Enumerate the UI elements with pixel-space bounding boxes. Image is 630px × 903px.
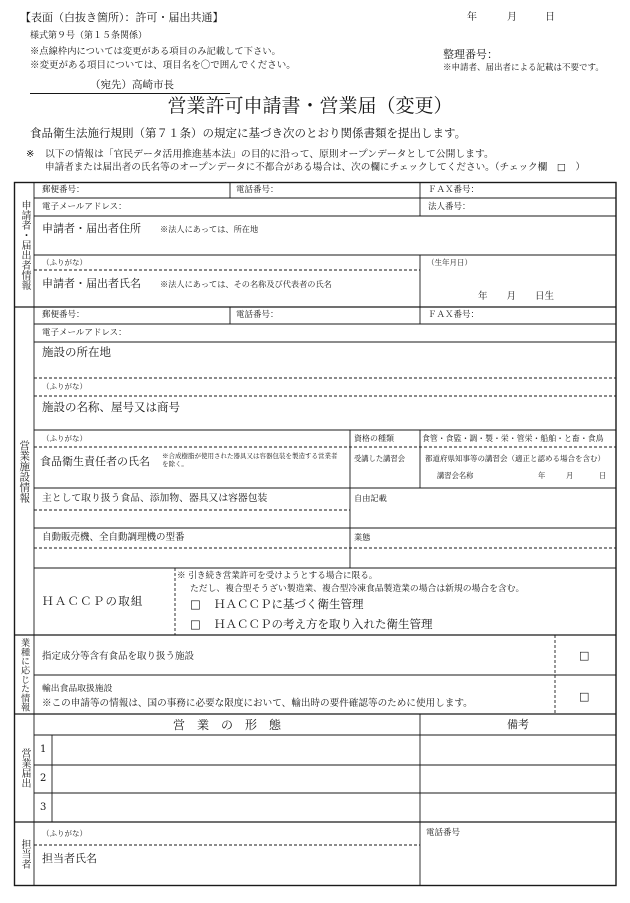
- qualification-options: 食管・食監・調・製・栄・管栄・船舶・と畜・食鳥: [422, 434, 604, 443]
- contact-section-title: 担当者: [19, 839, 30, 869]
- course-day-label: 日: [599, 471, 607, 480]
- facility-fax-label: ＦＡＸ番号：: [428, 310, 480, 320]
- opt-out-checkbox[interactable]: □: [556, 162, 566, 173]
- export-facility-check-cell: [555, 675, 616, 714]
- facility-phone-label: 電話番号：: [236, 310, 279, 320]
- haccp-based-checkbox[interactable]: □: [190, 597, 201, 611]
- main-items-field[interactable]: [34, 488, 350, 528]
- contact-phone-label: 電話番号: [426, 828, 461, 838]
- export-facility-row: [34, 675, 555, 714]
- haccp-note-2: ただし、複合型そうざい製造業、複合型冷凍食品製造業の場合は新規の場合を含む。: [190, 584, 525, 594]
- facility-furigana-field[interactable]: [34, 378, 616, 396]
- export-facility-checkbox[interactable]: □: [579, 690, 590, 703]
- course-month-label: 月: [566, 471, 574, 480]
- notification-row-number: [34, 793, 52, 822]
- designated-ingredient-checkbox[interactable]: □: [579, 649, 590, 662]
- applicant-postal-code-label: 郵便番号：: [42, 185, 85, 195]
- row-number-label: 2: [40, 773, 47, 784]
- contact-furigana-field[interactable]: [34, 822, 420, 845]
- open-data-note: 以下の情報は「官民データ活用推進基本法」の目的に沿って、原則オープンデータとして公開します。: [45, 149, 494, 160]
- remarks-header-label: 備考: [507, 718, 529, 731]
- applicant-postal-code-field[interactable]: [34, 182, 230, 198]
- manager-name-field[interactable]: [34, 447, 350, 488]
- page-title: 営業許可申請書・営業届（変更）: [167, 95, 453, 117]
- applicant-address-label: 申請者・届出者住所: [42, 222, 141, 235]
- business-style-label: 業態: [354, 532, 371, 542]
- business-mode-header: [34, 714, 420, 735]
- course-label: 受講した講習会: [354, 454, 406, 463]
- business-mode-field[interactable]: [52, 765, 420, 793]
- facility-postal-code-field[interactable]: [34, 307, 230, 324]
- export-facility-label: 輸出食品取扱施設: [42, 684, 113, 694]
- applicant-name-label: 申請者・届出者氏名: [42, 277, 141, 290]
- row-number-label: 3: [40, 802, 47, 813]
- facility-furigana-label: （ふりがな）: [42, 382, 87, 391]
- applicant-phone-field[interactable]: [230, 182, 420, 198]
- designated-ingredient-label: 指定成分等含有食品を取り扱う施設: [42, 651, 195, 662]
- dotted-frame-note: ※点線枠内については変更がある項目のみ記載して下さい。: [30, 46, 281, 57]
- facility-name-field[interactable]: [34, 396, 616, 430]
- export-facility-note: ※この申請等の情報は、国の事務に必要な限度において、輸出時の要件確認等のために使用します。: [42, 698, 473, 709]
- facility-section-title: 営業施設情報: [18, 439, 31, 503]
- facility-name-label: 施設の名称、屋号又は商号: [42, 400, 180, 414]
- contact-name-field[interactable]: [34, 845, 420, 886]
- circle-item-note: ※変更がある項目については、項目名を〇で囲んでください。: [30, 60, 296, 71]
- haccp-based-label: ＨＡＣＣＰに基づく衛生管理: [214, 597, 364, 611]
- designated-ingredient-row: [34, 635, 555, 675]
- reference-number-note: ※申請者、届出者による記載は不要です。: [443, 63, 604, 73]
- machine-model-label: 自動販売機、全自動調理機の型番: [42, 532, 185, 543]
- notification-section-label: [14, 714, 34, 822]
- notification-row-number: [34, 735, 52, 765]
- applicant-phone-label: 電話番号：: [236, 185, 279, 195]
- industry-section-title: 業種に応じた情報: [18, 637, 30, 712]
- manager-name-label: 食品衛生責任者の氏名: [40, 455, 150, 468]
- applicant-furigana-field[interactable]: [34, 255, 420, 270]
- course-name-label: 講習会名称: [437, 471, 474, 480]
- business-mode-field[interactable]: [52, 793, 420, 822]
- applicant-section-label: [14, 182, 34, 307]
- haccp-approach-checkbox[interactable]: □: [190, 617, 201, 631]
- contact-phone-field[interactable]: [420, 822, 616, 886]
- qualification-options-field[interactable]: [420, 430, 616, 447]
- applicant-email-field[interactable]: [34, 198, 420, 216]
- course-label-cell: [350, 447, 420, 488]
- opt-out-text: 申請者または届出者の氏名等のオープンデータに不都合がある場合は、次の欄にチェックしてください。（チェック欄: [45, 162, 557, 173]
- course-type: 都道府県知事等の講習会（適正と認める場合を含む）: [425, 454, 605, 463]
- manager-furigana-field[interactable]: [34, 430, 350, 447]
- date-day-label: 日: [545, 12, 555, 23]
- applicant-email-label: 電子メールアドレス：: [42, 202, 127, 212]
- manager-furigana-label: （ふりがな）: [42, 434, 87, 443]
- date-year-label: 年: [467, 12, 477, 23]
- free-description-label: 自由記載: [354, 493, 387, 503]
- main-items-label: 主として取り扱う食品、添加物、器具又は容器包装: [42, 493, 268, 504]
- corporate-number-label: 法人番号：: [428, 202, 471, 212]
- facility-phone-field[interactable]: [230, 307, 420, 324]
- business-mode-header-label: 営 業 の 形 態: [172, 718, 281, 732]
- intro-text: 食品衛生法施行規則（第７１条）の規定に基づき次のとおり関係書類を提出します。: [30, 126, 467, 140]
- applicant-address-field[interactable]: [34, 216, 616, 255]
- applicant-name-field[interactable]: [34, 270, 420, 307]
- facility-email-label: 電子メールアドレス：: [42, 328, 127, 338]
- facility-location-field[interactable]: [34, 342, 616, 378]
- business-style-field[interactable]: [350, 528, 616, 568]
- applicant-birthdate-format: 年 月 日生: [478, 291, 555, 302]
- manager-name-note: ※合成樹脂が使用された器具又は容器包装を製造する営業者を除く。: [162, 452, 338, 469]
- free-description-field[interactable]: [350, 488, 616, 528]
- business-mode-field[interactable]: [52, 735, 420, 765]
- designated-ingredient-check-cell: [555, 635, 616, 675]
- industry-section-label: [14, 635, 34, 714]
- facility-email-field[interactable]: [34, 324, 616, 342]
- haccp-note-1: ※ 引き続き営業許可を受けようとする場合に限る。: [177, 571, 378, 581]
- haccp-options-field: [175, 568, 616, 635]
- remarks-header: [420, 714, 616, 735]
- applicant-name-note: ※法人にあっては、その名称及び代表者の氏名: [160, 279, 332, 289]
- course-detail-field[interactable]: [420, 447, 616, 488]
- row-number-label: 1: [40, 744, 47, 755]
- facility-location-label: 施設の所在地: [42, 345, 111, 359]
- contact-name-label: 担当者氏名: [42, 852, 97, 865]
- contact-section-label: [14, 822, 34, 886]
- applicant-address-note: ※法人にあっては、所在地: [160, 224, 259, 234]
- haccp-label: ＨＡＣＣＰの取組: [42, 594, 144, 608]
- facility-fax-field[interactable]: [420, 307, 616, 324]
- applicant-section-title: 申請者・届出者情報: [19, 199, 30, 290]
- notification-row-number: [34, 765, 52, 793]
- course-year-label: 年: [538, 471, 546, 480]
- haccp-label-cell: [34, 568, 175, 635]
- remarks-field[interactable]: [420, 765, 616, 793]
- machine-model-field[interactable]: [34, 528, 350, 568]
- corporate-number-field[interactable]: [420, 198, 616, 216]
- contact-furigana-label: （ふりがな）: [42, 829, 87, 838]
- haccp-approach-label: ＨＡＣＣＰの考え方を取り入れた衛生管理: [214, 617, 433, 631]
- remarks-field[interactable]: [420, 735, 616, 765]
- remarks-field[interactable]: [420, 793, 616, 822]
- applicant-furigana-label: （ふりがな）: [42, 258, 87, 267]
- applicant-birthdate-label: （生年月日）: [427, 258, 472, 267]
- facility-postal-code-label: 郵便番号：: [42, 310, 85, 320]
- qualification-type-cell: [350, 430, 420, 447]
- reference-number-label: 整理番号：: [443, 48, 498, 61]
- applicant-birthdate-field[interactable]: [420, 255, 616, 307]
- facility-section-label: [14, 307, 34, 635]
- addressee: （宛先）高崎市長: [90, 79, 174, 91]
- date-month-label: 月: [507, 12, 517, 23]
- form-number: 様式第９号（第１５条関係）: [30, 31, 148, 41]
- notification-section-title: 営業届出: [19, 748, 30, 788]
- applicant-fax-field[interactable]: [420, 182, 616, 198]
- qualification-type-label: 資格の種類: [354, 434, 394, 443]
- open-data-note-mark: ※: [26, 149, 35, 160]
- applicant-fax-label: ＦＡＸ番号：: [428, 185, 480, 195]
- form-face-label: 【表面（白抜き箇所）：許可・届出共通】: [20, 11, 224, 24]
- opt-out-close: ）: [565, 162, 586, 173]
